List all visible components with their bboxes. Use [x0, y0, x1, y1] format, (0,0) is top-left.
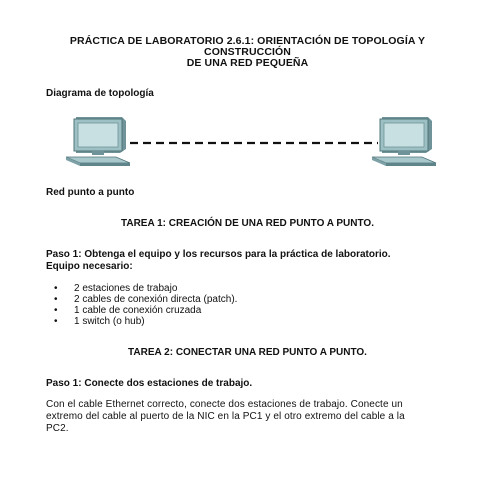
task2-paragraph [46, 399, 466, 435]
equipment-item: 1 switch (o hub) [74, 316, 145, 327]
bullet-glyph: • [54, 283, 58, 294]
title-line-3: DE UNA RED PEQUEÑA [186, 57, 309, 69]
equipment-item: 1 cable de conexión cruzada [74, 305, 202, 316]
list-item [46, 294, 446, 305]
pc-right-icon [372, 117, 436, 166]
pc-left-icon [66, 117, 130, 166]
bullet-glyph: • [54, 294, 58, 305]
title-line-2: CONSTRUCCIÓN [204, 46, 291, 58]
list-item [46, 283, 446, 294]
topology-heading: Diagrama de topología [46, 88, 154, 99]
title-line-1: PRÁCTICA DE LABORATORIO 2.6.1: ORIENTACIÓN DE TOPOLOGÍA Y [69, 35, 426, 47]
task1-step1-line1: Paso 1: Obtenga el equipo y los recursos para la práctica de laboratorio. [46, 249, 391, 260]
topology-diagram [64, 113, 454, 171]
list-item [46, 316, 446, 327]
document-title [40, 36, 455, 69]
paragraph-line: extremo del cable al puerto de la NIC en la PC1 y el otro extremo del cable a la [46, 411, 405, 422]
paragraph-line: PC2. [46, 423, 69, 434]
equipment-item: 2 estaciones de trabajo [74, 283, 178, 294]
list-item [46, 305, 446, 316]
paragraph-line: Con el cable Ethernet correcto, conecte dos estaciones de trabajo. Conecte un [46, 399, 403, 410]
task2-heading: TAREA 2: CONECTAR UNA RED PUNTO A PUNTO. [128, 347, 367, 358]
task2-step1: Paso 1: Conecte dos estaciones de trabajo. [46, 378, 253, 389]
equipment-list [46, 283, 446, 327]
equipment-item: 2 cables de conexión directa (patch). [74, 294, 238, 305]
bullet-glyph: • [54, 305, 58, 316]
bullet-glyph: • [54, 316, 58, 327]
task1-heading: TAREA 1: CREACIÓN DE UNA RED PUNTO A PUNTO. [121, 218, 374, 229]
topology-caption: Red punto a punto [46, 187, 135, 198]
task1-step1-line2: Equipo necesario: [46, 261, 133, 272]
